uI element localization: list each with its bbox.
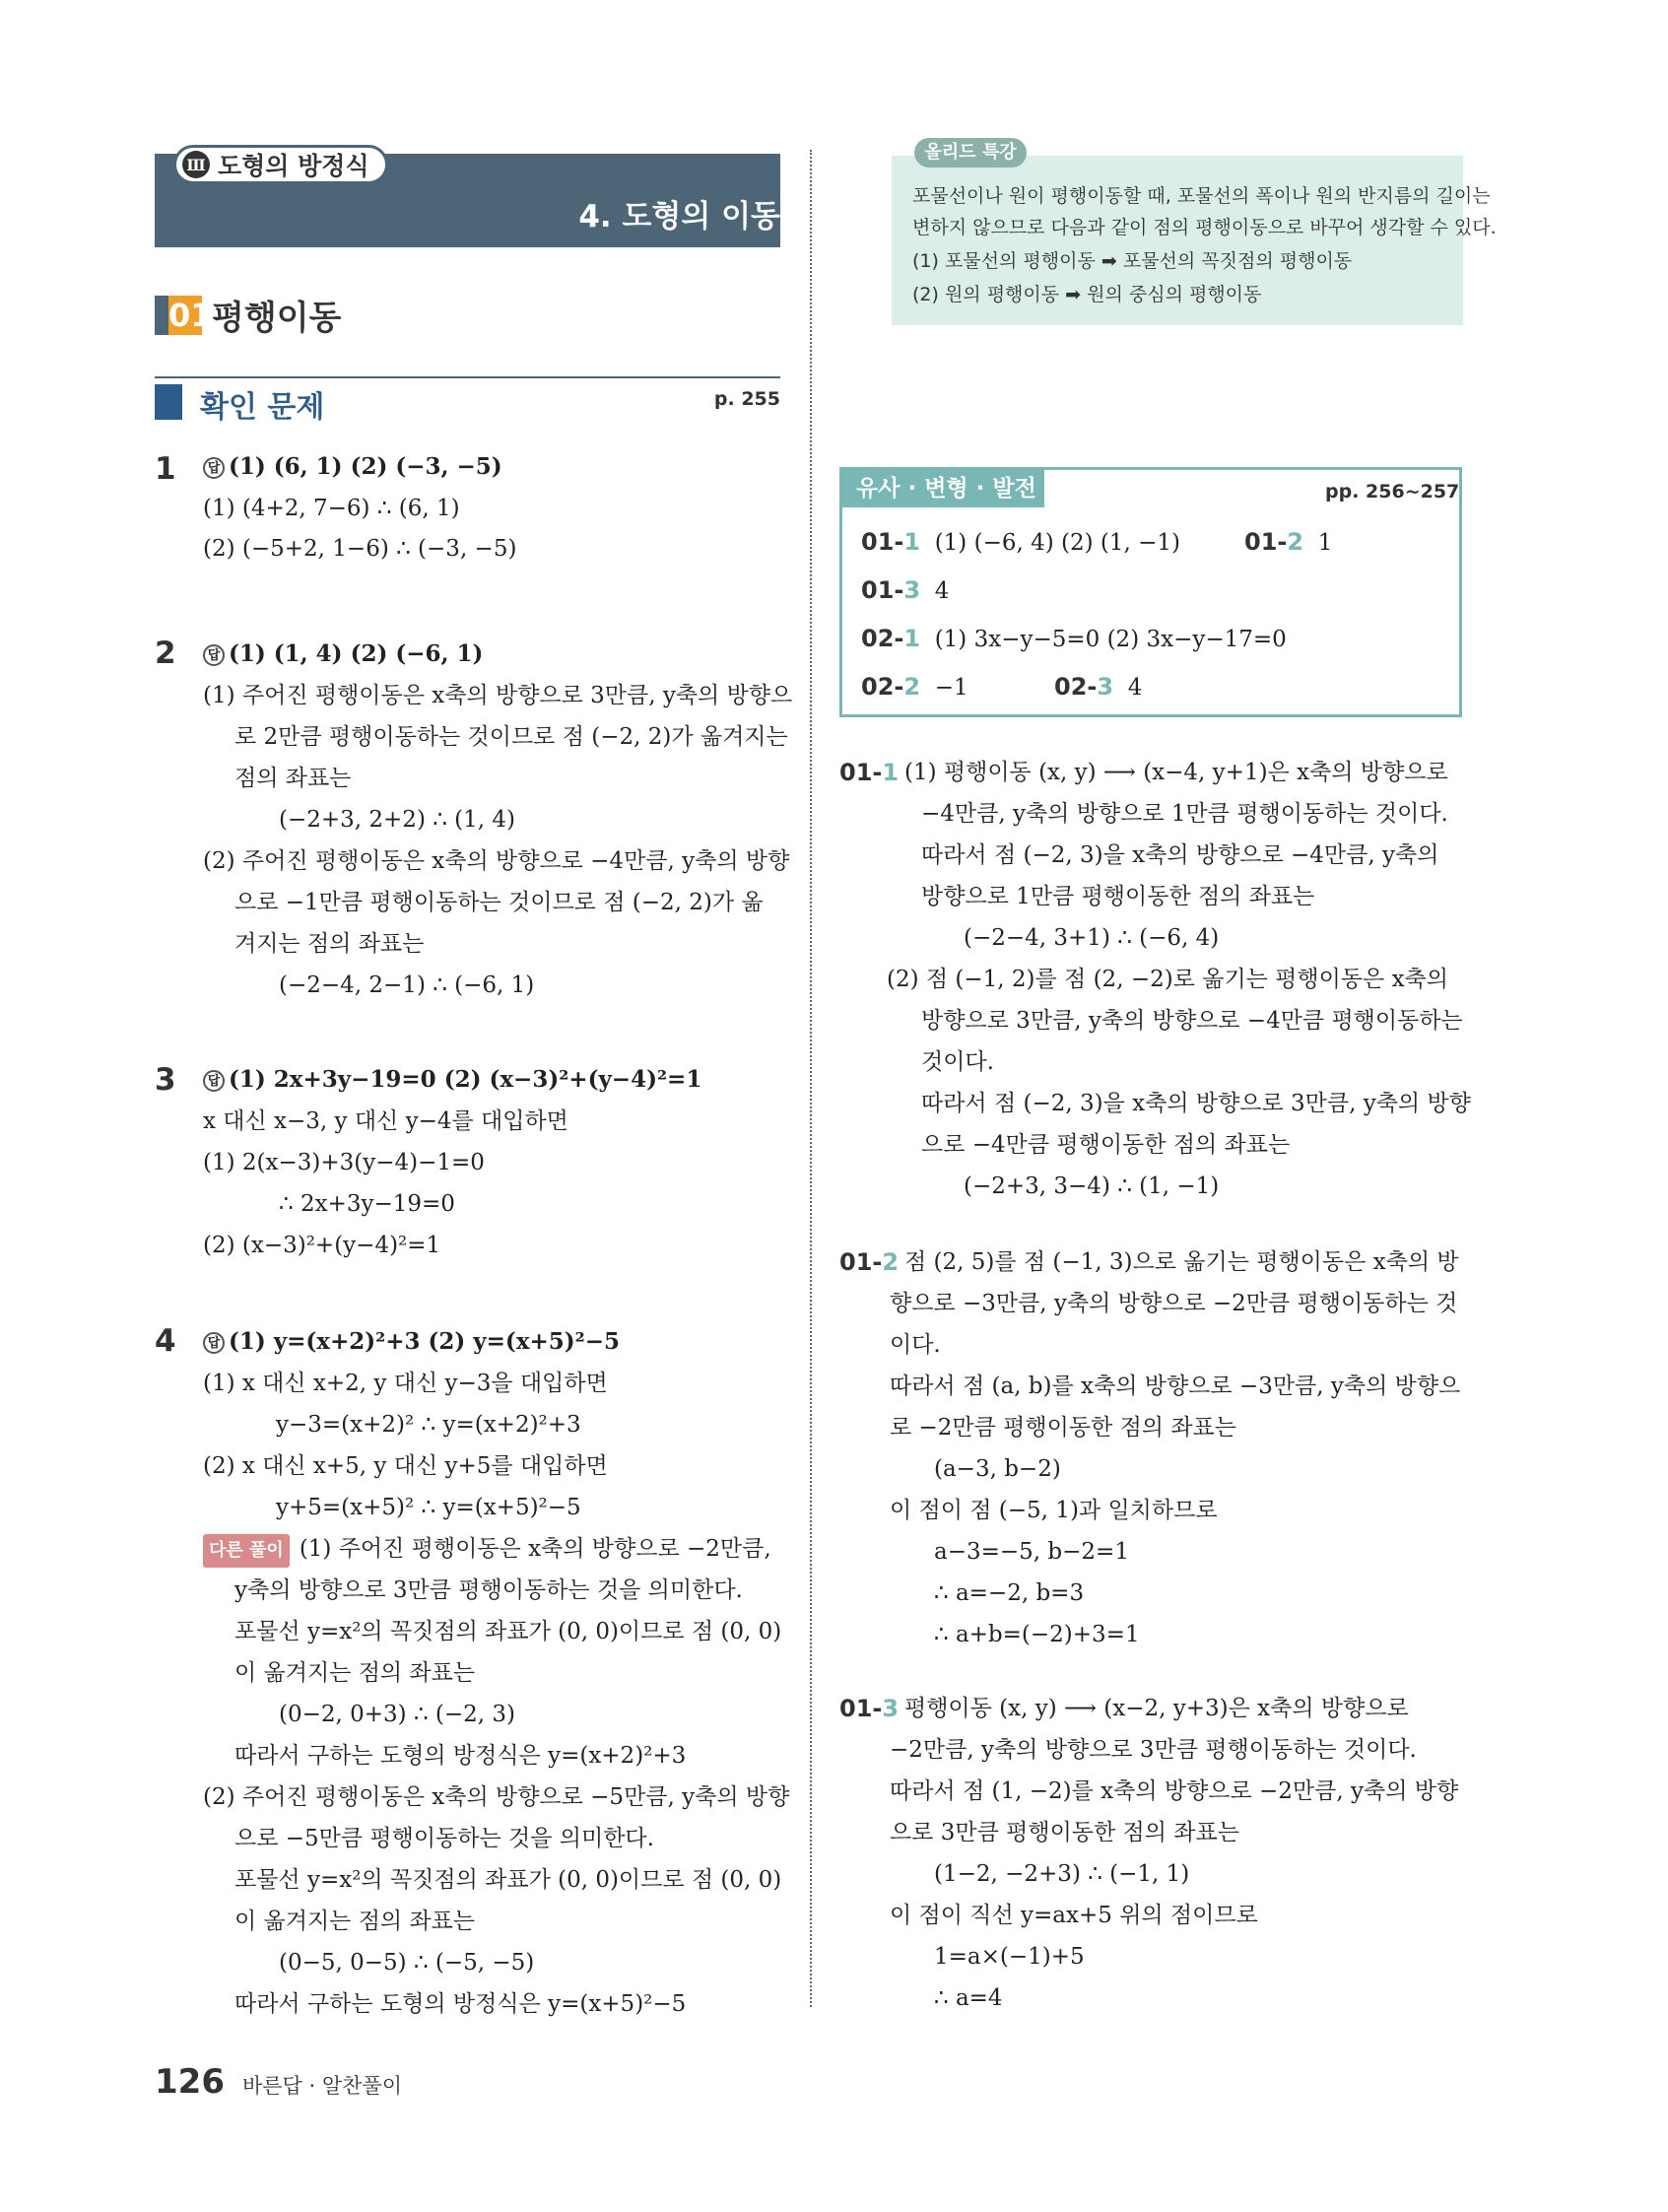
footer-text: 바른답 · 알찬풀이 [241,2074,403,2098]
alt-solution-line: y축의 방향으로 3만큼 평행이동하는 것을 의미한다. [234,1577,743,1603]
alt-solution-line: 따라서 구하는 도형의 방정식은 y=(x+2)²+3 [234,1743,687,1769]
tip-line: (2) 원의 평행이동 ➡ 원의 중심의 평행이동 [912,284,1262,305]
similar-row [861,574,949,607]
problem-number: 3 [155,1062,176,1098]
solution-line: (1) 평행이동 (x, y) ⟶ (x−4, y+1)은 x축의 방향으로 [904,760,1448,785]
answer-text: (1) 2x+3y−19=0 (2) (x−3)²+(y−4)²=1 [229,1066,702,1093]
similar-row [1244,526,1332,559]
solution-line: ∴ 2x+3y−19=0 [279,1191,455,1217]
answer-icon: 답 [203,457,225,479]
answer-icon: 답 [203,644,225,666]
solution-line: 따라서 점 (−2, 3)을 x축의 방향으로 −4만큼, y축의 [921,842,1439,868]
unit-title: 도형의 방정식 [218,152,369,180]
solution-line: y+5=(x+5)² ∴ y=(x+5)²−5 [276,1495,581,1520]
solution-line: (2) x 대신 x+5, y 대신 y+5를 대입하면 [203,1453,608,1479]
solution-line: (a−3, b−2) [934,1456,1061,1482]
tip-line: 포물선이나 원이 평행이동할 때, 포물선의 폭이나 원의 반지름의 길이는 [912,185,1491,207]
similar-label: 유사 · 변형 · 발전 [842,470,1044,507]
check-icon [155,384,182,420]
tip-label: 올리드 특강 [914,138,1027,168]
problem-label: 01-2 [1244,528,1304,556]
solution-line: 으로 −4만큼 평행이동한 점의 좌표는 [921,1132,1291,1158]
similar-row [1054,671,1142,704]
section-number: 01 [168,296,213,334]
check-page: p. 255 [713,388,780,410]
solution-line: (−2−4, 2−1) ∴ (−6, 1) [279,972,535,998]
solution-line: 방향으로 1만큼 평행이동한 점의 좌표는 [921,884,1315,909]
solution-label: 01-1 [839,759,900,786]
solution-line: (2) (x−3)²+(y−4)²=1 [203,1233,441,1258]
solution-line: 따라서 점 (1, −2)를 x축의 방향으로 −2만큼, y축의 방향 [890,1778,1459,1804]
solution-line: −4만큼, y축의 방향으로 1만큼 평행이동하는 것이다. [921,801,1448,827]
solution-line: (1) 2(x−3)+3(y−4)−1=0 [203,1150,485,1175]
alt-solution-line: 으로 −5만큼 평행이동하는 것을 의미한다. [234,1826,654,1851]
alt-solution-line [203,1533,771,1568]
solution-line: 로 −2만큼 평행이동한 점의 좌표는 [890,1415,1236,1441]
solution-line: 점 (2, 5)를 점 (−1, 3)으로 옮기는 평행이동은 x축의 방 [904,1249,1459,1275]
solution-line: −2만큼, y축의 방향으로 3만큼 평행이동하는 것이다. [890,1737,1417,1763]
chapter-title: 4. 도형의 이동 [578,199,780,235]
problem-label: 01-1 [861,528,921,556]
solution-line: 겨지는 점의 좌표는 [234,931,425,957]
answer-text: (1) y=(x+2)²+3 (2) y=(x+5)²−5 [229,1328,621,1355]
problem-answer [203,1326,620,1358]
solution-line: (−2+3, 3−4) ∴ (1, −1) [964,1173,1220,1199]
problem-label: 02-1 [861,625,921,652]
alt-solution-line: (0−5, 0−5) ∴ (−5, −5) [279,1950,535,1976]
problem-number: 4 [155,1323,176,1359]
solution-line: (1−2, −2+3) ∴ (−1, 1) [934,1861,1190,1887]
solution-line: (1) 주어진 평행이동은 x축의 방향으로 3만큼, y축의 방향으 [203,683,793,708]
solution-line: ∴ a=−2, b=3 [934,1580,1085,1606]
solution-line: (−2−4, 3+1) ∴ (−6, 4) [964,925,1220,951]
problem-answer [203,451,502,483]
answer-icon: 답 [203,1332,225,1354]
answer-icon: 답 [203,1070,225,1092]
solution-line: ∴ a+b=(−2)+3=1 [934,1622,1140,1647]
solution-line: 으로 −1만큼 평행이동하는 것이므로 점 (−2, 2)가 옮 [234,890,764,915]
alt-solution-line: 따라서 구하는 도형의 방정식은 y=(x+5)²−5 [234,1991,687,2017]
problem-number: 2 [155,636,176,671]
solution-line: a−3=−5, b−2=1 [934,1539,1129,1565]
solution-line: 으로 3만큼 평행이동한 점의 좌표는 [890,1820,1239,1845]
solution-line: 1=a×(−1)+5 [934,1944,1085,1970]
solution-line: x 대신 x−3, y 대신 y−4를 대입하면 [203,1108,568,1134]
similar-row [861,526,1180,559]
solution-line: 따라서 점 (−2, 3)을 x축의 방향으로 3만큼, y축의 방향 [921,1091,1471,1116]
check-rule [155,376,780,378]
similar-answer: 1 [1317,530,1333,556]
similar-row [861,671,968,704]
problem-label: 02-3 [1054,673,1114,701]
solution-line: 따라서 점 (a, b)를 x축의 방향으로 −3만큼, y축의 방향으 [890,1374,1461,1399]
solution-line: 것이다. [921,1049,994,1075]
solution-label: 01-3 [839,1695,900,1722]
solution-line: ∴ a=4 [934,1985,1003,2011]
solution-line: (1) x 대신 x+2, y 대신 y−3을 대입하면 [203,1371,608,1396]
alt-solution-line: 이 옮겨지는 점의 좌표는 [234,1660,476,1686]
problem-answer [203,638,483,670]
problem-answer [203,1064,701,1096]
solution-line: (2) 주어진 평행이동은 x축의 방향으로 −4만큼, y축의 방향 [203,848,790,874]
solution-line: 이다. [890,1332,941,1358]
section-heading [155,291,341,339]
solution-line: 이 점이 점 (−5, 1)과 일치하므로 [890,1498,1218,1523]
solution-line: 이 점이 직선 y=ax+5 위의 점이므로 [890,1903,1258,1928]
similar-row [861,623,1287,655]
problem-label: 01-3 [861,576,921,604]
page-footer [155,2062,402,2102]
similar-answer: (1) 3x−y−5=0 (2) 3x−y−17=0 [934,627,1287,652]
alt-solution-badge: 다른 풀이 [203,1534,290,1568]
similar-answer: 4 [1127,675,1143,701]
problem-number: 1 [155,451,176,487]
solution-line: (1) (4+2, 7−6) ∴ (6, 1) [203,496,460,521]
unit-tab [173,145,388,184]
section-bar [155,296,168,335]
tip-line: 변하지 않으므로 다음과 같이 점의 평행이동으로 바꾸어 생각할 수 있다. [912,217,1497,238]
unit-numeral: Ⅲ [182,151,210,178]
solution-line: 점의 좌표는 [234,766,352,791]
similar-answer: 4 [934,578,950,604]
solution-line: 평행이동 (x, y) ⟶ (x−2, y+3)은 x축의 방향으로 [904,1696,1409,1721]
page-number: 126 [155,2062,225,2102]
solution-label: 01-2 [839,1248,900,1276]
solution-line: (2) 점 (−1, 2)를 점 (2, −2)로 옮기는 평행이동은 x축의 [887,967,1448,992]
similar-answer: −1 [934,675,968,701]
solution-line: 방향으로 3만큼, y축의 방향으로 −4만큼 평행이동하는 [921,1008,1463,1034]
check-title: 확인 문제 [200,390,325,425]
solution-line: (2) (−5+2, 1−6) ∴ (−3, −5) [203,536,517,562]
answer-text: (1) (1, 4) (2) (−6, 1) [229,640,484,667]
tip-line: (1) 포물선의 평행이동 ➡ 포물선의 꼭짓점의 평행이동 [912,250,1353,272]
alt-solution-line: 포물선 y=x²의 꼭짓점의 좌표가 (0, 0)이므로 점 (0, 0) [234,1619,782,1644]
column-divider [810,150,812,2007]
similar-pages: pp. 256~257 [1325,481,1460,503]
solution-line: 로 2만큼 평행이동하는 것이므로 점 (−2, 2)가 옮겨지는 [234,724,788,750]
alt-solution-line: (2) 주어진 평행이동은 x축의 방향으로 −5만큼, y축의 방향 [203,1784,790,1810]
section-title: 평행이동 [212,299,342,338]
answer-text: (1) (6, 1) (2) (−3, −5) [229,453,502,480]
solution-line: 향으로 −3만큼, y축의 방향으로 −2만큼 평행이동하는 것 [890,1291,1458,1316]
solution-line: y−3=(x+2)² ∴ y=(x+2)²+3 [276,1412,581,1438]
alt-text: (1) 주어진 평행이동은 x축의 방향으로 −2만큼, [299,1536,771,1562]
solution-line: (−2+3, 2+2) ∴ (1, 4) [279,807,516,833]
alt-solution-line: 포물선 y=x²의 꼭짓점의 좌표가 (0, 0)이므로 점 (0, 0) [234,1867,782,1893]
problem-label: 02-2 [861,673,921,701]
alt-solution-line: (0−2, 0+3) ∴ (−2, 3) [279,1702,516,1727]
similar-answer: (1) (−6, 4) (2) (1, −1) [934,530,1181,556]
alt-solution-line: 이 옮겨지는 점의 좌표는 [234,1909,476,1934]
